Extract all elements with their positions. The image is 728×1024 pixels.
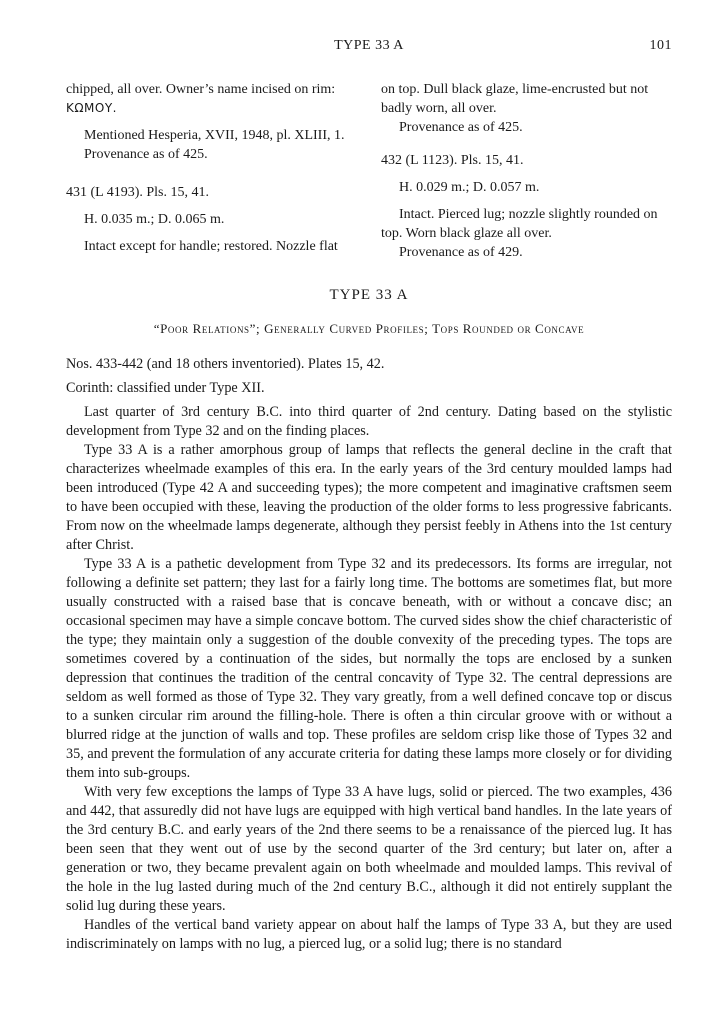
catalog-entry-heading: 431 (L 4193). Pls. 15, 41.: [66, 185, 209, 200]
paragraph: With very few exceptions the lamps of Type 33 A have lugs, solid or pierced. The two examples, 436 and 442, that assuredly did not have lugs are equipped with high vertical band handles. In the late years of the 3rd century B.C. and early years of the 2nd there seems to be a renaissance of the pierced lug. It has been seen that they went out of use by the second quarter of the 3rd century; but later on, after a generation or two, they became prevalent again on both wheelmade and moulded lamps. This revival of the hole in the lug lasted during much of the 2nd century B.C., although it did not entirely supplant the solid lug during these years.: [66, 784, 672, 914]
page-number: 101: [649, 38, 672, 53]
section-subtitle: “Poor Relations”; Generally Curved Profiles; Tops Rounded or Concave: [153, 321, 585, 336]
catalog-line: badly worn, all over.: [381, 101, 497, 116]
paragraph: Type 33 A is a pathetic development from Type 32 and its predecessors. Its forms are irregular, not following a definite set pattern; they last for a fairly long time. The bottoms are sometimes flat, but more usually constructed with a raised base that is concave beneath, with or without a concave disc; an occasional specimen may have a simple concave bottom. The curved sides show the chief characteristic of the type; they maintain only a suggestion of the double convexity of the preceding types. The tops are sometimes covered by a continuation of the sides, but normally the tops are enclosed by a sunken depression that continues the tradition of the central concavity of Type 32. The central depressions are seldom as well formed as those of Type 32. They vary greatly, from a well defined concave top or discus to a sunken circular rim around the filling-hole. There is often a thin circular groove with or without a blurred ridge at the junction of walls and top. These profiles are seldom crisp like those of Types 32 and 35, and prevent the formulation of any accurate criteria for dating these lamps more closely or for dividing them into sub-groups.: [66, 556, 672, 781]
numbers-line: Nos. 433-442 (and 18 others inventoried). Plates 15, 42.: [66, 356, 385, 372]
right-column: [381, 80, 673, 262]
catalog-line: Mentioned Hesperia, XVII, 1948, pl. XLIII, 1.: [84, 128, 345, 143]
paragraph: Last quarter of 3rd century B.C. into third quarter of 2nd century. Dating based on the stylistic development from Type 32 and on the finding places.: [66, 404, 672, 439]
catalog-entry-heading: 432 (L 1123). Pls. 15, 41.: [381, 153, 524, 168]
catalog-line: on top. Dull black glaze, lime-encrusted but not: [381, 82, 649, 97]
greek-inscription: ΚΩΜΟΥ.: [66, 101, 117, 115]
left-column: [66, 80, 352, 256]
catalog-line: chipped, all over. Owner’s name incised on rim:: [66, 82, 336, 97]
body-text: [66, 355, 672, 954]
corinth-line: Corinth: classified under Type XII.: [66, 380, 265, 396]
catalog-line: Provenance as of 429.: [399, 245, 523, 260]
running-header: [66, 38, 672, 58]
catalog-line: Intact. Pierced lug; nozzle slightly rounded on: [399, 207, 658, 222]
running-title: TYPE 33 A: [334, 38, 404, 53]
catalog-line: H. 0.035 m.; D. 0.065 m.: [84, 212, 225, 227]
catalog-line: H. 0.029 m.; D. 0.057 m.: [399, 180, 540, 195]
paragraph: Handles of the vertical band variety appear on about half the lamps of Type 33 A, but they are used indiscriminately on lamps with no lug, a pierced lug, or a solid lug; there is no standard: [66, 917, 672, 952]
catalog-line: top. Worn black glaze all over.: [381, 226, 552, 241]
catalog-line: Provenance as of 425.: [399, 120, 523, 135]
catalog-line: Provenance as of 425.: [84, 147, 208, 162]
catalog-line: Intact except for handle; restored. Nozzle flat: [84, 239, 338, 254]
section-title: TYPE 33 A: [329, 287, 409, 303]
paragraph: Type 33 A is a rather amorphous group of lamps that reflects the general decline in the craft that characterizes wheelmade examples of this era. In the early years of the 3rd century moulded lamps had been introduced (Type 42 A and succeeding types); the more competent and imaginative craftsmen seem to have been occupied with these, leaving the production of the older forms to less progressive fabricants. From now on the wheelmade lamps degenerate, although they persist feebly in Athens into the 1st century after Christ.: [66, 442, 672, 553]
